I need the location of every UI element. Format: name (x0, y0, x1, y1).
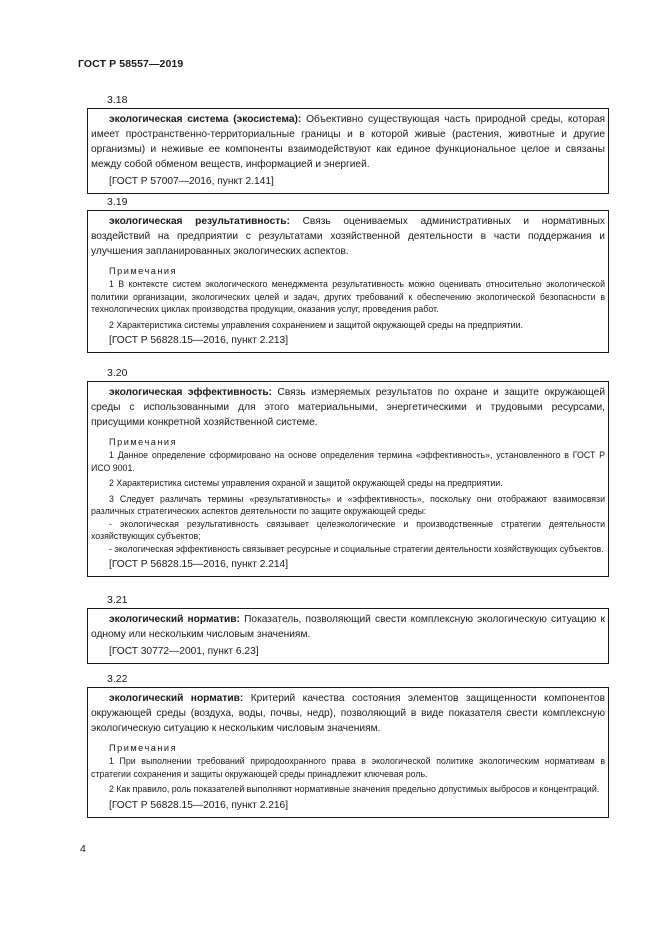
notes-heading: Примечания (109, 437, 178, 447)
note: 1 В контексте систем экологического менеджмента результативность можно оценивать относительно экологической политики организации, экологических целей и задач, других требований к обеспечению экологической безопасности в технологических циклах производства продукции, оказания услуг, проведения работ. (91, 279, 605, 314)
note: 2 Характеристика системы управления охраной и защитой окружающей среды на предприятии. (109, 478, 503, 488)
notes-heading: Примечания (109, 266, 178, 276)
definition-text: Объективно существующая часть природной среды, которая имеет пространственно-территориальные границы и в которой живые (растения, животные и другие организмы) и неживые ее компоненты взаимодействуют как единое функциональное целое и связаны между собой обменом веществ, информацией и энергией. (91, 114, 606, 170)
definition (91, 385, 605, 430)
source-reference: [ГОСТ Р 56828.15—2016, пункт 2.213] (109, 335, 289, 346)
term-entry-box (87, 687, 609, 818)
source-reference: [ГОСТ Р 56828.15—2016, пункт 2.216] (109, 799, 289, 811)
source-reference: [ГОСТ Р 57007—2016, пункт 2.141] (109, 176, 274, 187)
entry-number: 3.21 (107, 594, 128, 606)
term: экологическая система (экосистема): (109, 114, 302, 125)
entry-number: 3.20 (107, 367, 128, 379)
entry-number: 3.19 (107, 196, 128, 208)
note: 2 Характеристика системы управления сохранением и защитой окружающей среды на предприятии. (109, 319, 523, 330)
definition-text: Связь оцениваемых административных и нормативных воздействий на предприятии с результатами хозяйственной деятельности в части поддержания и улучшения запланированных экологических аспектов. (91, 216, 605, 257)
term-entry-box (87, 210, 609, 353)
note: 1 Данное определение сформировано на основе определения термина «эффективность», установленного в ГОСТ Р ИСО 9001. (91, 450, 605, 473)
definition-text: Показатель, позволяющий свести комплексную экологическую ситуацию к одному или нескольким числовым значениям. (91, 614, 605, 640)
term-entry-box (87, 108, 609, 194)
definition (91, 112, 605, 172)
note-list-item: - экологическая эффективность связывает ресурсные и социальные стратегии деятельности хозяйствующих субъектов. (109, 543, 604, 554)
note: 1 При выполнении требований природоохранного права в экологической политике экологическим нормативам в стратегии сохранения и защиты окружающей среды принадлежит ключевая роль. (91, 756, 605, 779)
note: 3 Следует различать термины «результативность» и «эффективность», поскольку они отображают взаимосвязи различных стратегических аспектов деятельности по защите окружающей среды: (91, 493, 605, 516)
definition (91, 612, 605, 642)
term: экологический норматив: (109, 614, 240, 625)
document-header: ГОСТ Р 58557—2019 (78, 58, 184, 70)
term-entry-box (87, 381, 609, 577)
term: экологический норматив: (109, 693, 244, 704)
entry-number: 3.22 (107, 673, 128, 685)
entry-number: 3.18 (107, 94, 128, 106)
source-reference: [ГОСТ Р 56828.15—2016, пункт 2.214] (109, 559, 289, 570)
note-list-item: - экологическая результативность связывает целеэкологические и производственные стратегии деятельности хозяйствующих субъектов; (91, 518, 605, 541)
definition-text: Критерий качества состояния элементов защищенности компонентов окружающей среды (воздуха, воды, почвы, недр), позволяющий в виде показателя свести комплексную экологическую ситуацию к нескольким числовым значениям. (91, 693, 605, 734)
term-entry-box (87, 608, 609, 664)
source-reference: [ГОСТ 30772—2001, пункт 6.23] (109, 646, 259, 657)
definition (91, 214, 605, 259)
definition-text: Связь измеряемых результатов по охране и защите окружающей среды с использованными для этого материальными, энергетическими и трудовыми ресурсами, присущими конкретной хозяйственной системе. (91, 387, 606, 428)
notes-heading: Примечания (109, 743, 178, 753)
page-number: 4 (80, 843, 86, 855)
term: экологическая эффективность: (109, 387, 273, 398)
definition (91, 691, 605, 736)
note: 2 Как правило, роль показателей выполняют нормативные значения предельно допустимых выбросов и концентраций. (109, 784, 600, 794)
term: экологическая результативность: (109, 216, 290, 227)
